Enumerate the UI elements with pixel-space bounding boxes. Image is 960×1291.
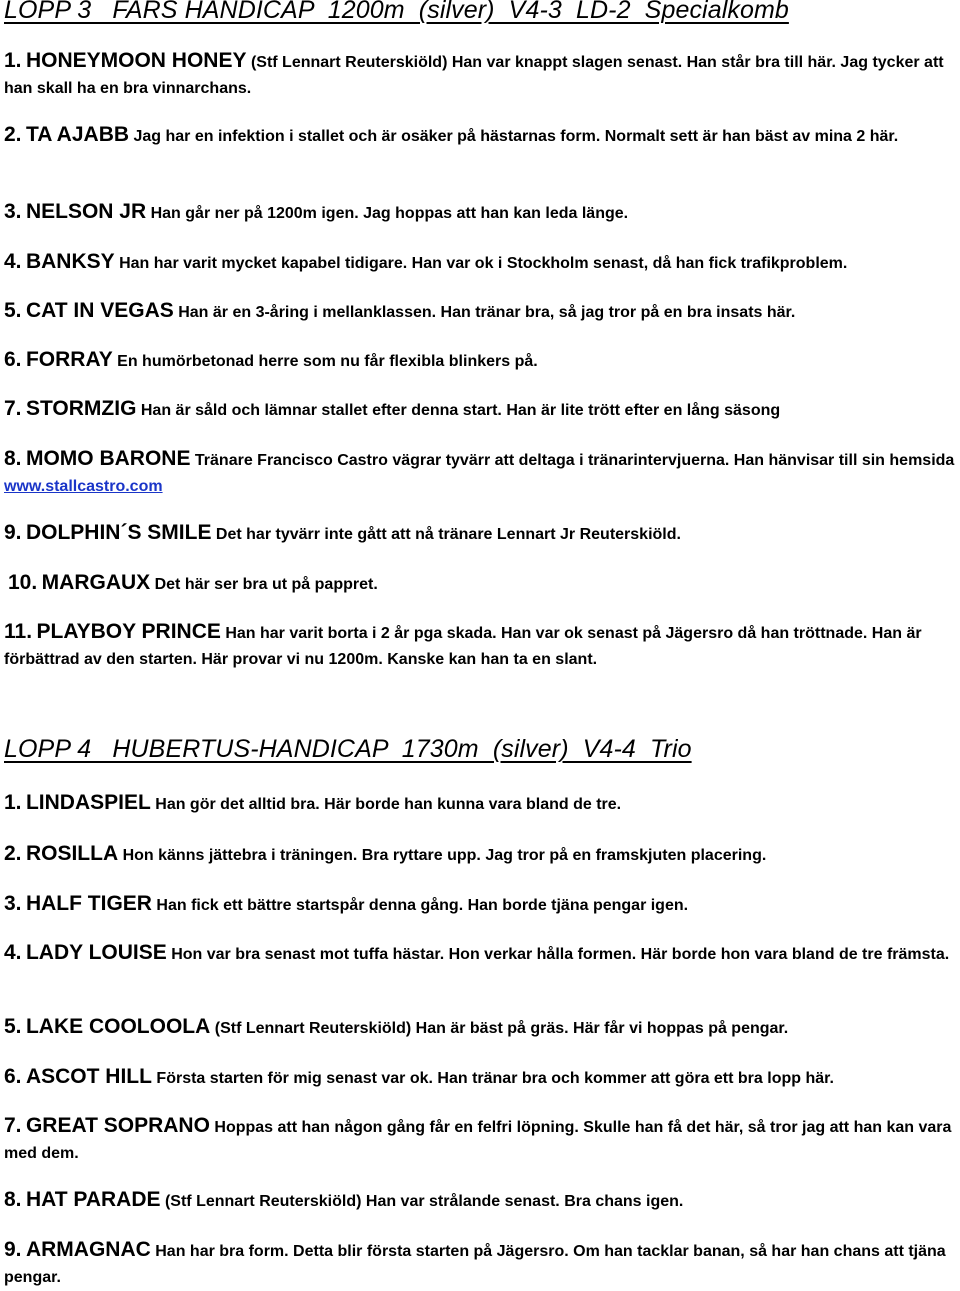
- entry-comment: Det här ser bra ut på pappret.: [150, 576, 378, 593]
- entry-comment: Det har tyvärr inte gått att nå tränare Lennart Jr Reuterskiöld.: [211, 526, 681, 543]
- entry-number: 9.: [4, 521, 22, 544]
- horse-name: MARGAUX: [41, 571, 151, 594]
- entry: [4, 1187, 958, 1215]
- entry-comment: Hoppas att han någon gång får en felfri löpning. Skulle han få det här, så tror jag att han kan vara med dem.: [4, 1119, 952, 1162]
- race-title: LOPP 4 HUBERTUS-HANDICAP 1730m (silver) V4-4 Trio: [4, 735, 692, 763]
- entry: [4, 298, 958, 326]
- entry-comment: (Stf Lennart Reuterskiöld) Han var knappt slagen senast. Han står bra till här. Jag tycker att han skall ha en bra vinnarchans.: [4, 54, 944, 97]
- entry-comment: Han har bra form. Detta blir första starten på Jägersro. Om han tacklar banan, så har han chans att tjäna pengar.: [4, 1243, 946, 1286]
- entry-comment: (Stf Lennart Reuterskiöld) Han är bäst på gräs. Här får vi hoppas på pengar.: [210, 1020, 789, 1037]
- entry-number: 8.: [4, 447, 22, 470]
- entry-comment: Han är såld och lämnar stallet efter denna start. Han är lite trött efter en lång säsong: [136, 402, 781, 419]
- entry: [4, 122, 958, 150]
- entry: [4, 520, 958, 548]
- horse-name: ASCOT HILL: [25, 1065, 152, 1088]
- entry: [8, 570, 960, 598]
- horse-name: PLAYBOY PRINCE: [36, 620, 221, 643]
- entry-number: 6.: [4, 1065, 22, 1088]
- entry: [4, 1237, 958, 1291]
- entry-number: 2.: [4, 842, 22, 865]
- entry-comment: Tränare Francisco Castro vägrar tyvärr att deltaga i tränarintervjuerna. Han hänvisar till sin hemsida: [190, 452, 955, 469]
- entry-number: 5.: [4, 299, 22, 322]
- entry: [4, 1064, 958, 1092]
- entry: [4, 891, 958, 919]
- horse-name: MOMO BARONE: [25, 447, 191, 470]
- entry-comment: Han gör det alltid bra. Här borde han kunna vara bland de tre.: [150, 796, 622, 813]
- horse-name: BANKSY: [25, 250, 115, 273]
- horse-name: FORRAY: [25, 348, 113, 371]
- entry-comment: Han har varit borta i 2 år pga skada. Han var ok senast på Jägersro då han tröttnade. Han är förbättrad av den starten. Här provar vi nu 1200m. Kanske kan han ta en slant.: [4, 625, 922, 668]
- horse-name: STORMZIG: [25, 397, 137, 420]
- entry-comment: Han fick ett bättre startspår denna gång. Han borde tjäna pengar igen.: [151, 897, 689, 914]
- entry-number: 10.: [8, 571, 38, 594]
- entry-comment: En humörbetonad herre som nu får flexibla blinkers på.: [112, 353, 538, 370]
- entry-comment: Han har varit mycket kapabel tidigare. Han var ok i Stockholm senast, då han fick trafikproblem.: [114, 255, 848, 272]
- entry-comment: Jag har en infektion i stallet och är osäker på hästarnas form. Normalt sett är han bäst av mina 2 här.: [129, 128, 899, 145]
- horse-name: NELSON JR: [25, 200, 147, 223]
- entry-comment: Han går ner på 1200m igen. Jag hoppas att han kan leda länge.: [146, 205, 629, 222]
- entry: [4, 396, 958, 424]
- entry: [4, 619, 958, 673]
- website-link[interactable]: www.stallcastro.com: [4, 478, 163, 495]
- entry: [4, 1113, 958, 1167]
- entry-number: 11.: [4, 620, 33, 643]
- horse-name: ROSILLA: [25, 842, 119, 865]
- horse-name: GREAT SOPRANO: [25, 1114, 210, 1137]
- entry: [4, 841, 958, 869]
- entry-number: 9.: [4, 1238, 22, 1261]
- entry-number: 7.: [4, 1114, 22, 1137]
- entry: [4, 790, 958, 818]
- entry-comment: Första starten för mig senast var ok. Han tränar bra och kommer att göra ett bra lopp här.: [151, 1070, 834, 1087]
- entry-comment: Hon känns jättebra i träningen. Bra ryttare upp. Jag tror på en framskjuten placering.: [118, 847, 767, 864]
- horse-name: HONEYMOON HONEY: [25, 49, 247, 72]
- horse-name: DOLPHIN´S SMILE: [25, 521, 212, 544]
- horse-name: ARMAGNAC: [25, 1238, 151, 1261]
- entry-number: 7.: [4, 397, 22, 420]
- entry: [4, 347, 958, 375]
- entry-number: 4.: [4, 941, 22, 964]
- horse-name: TA AJABB: [25, 123, 130, 146]
- entry-number: 1.: [4, 791, 22, 814]
- entry-number: 6.: [4, 348, 22, 371]
- horse-name: LADY LOUISE: [25, 941, 167, 964]
- entry-comment: (Stf Lennart Reuterskiöld) Han var strålande senast. Bra chans igen.: [160, 1193, 684, 1210]
- entry-number: 3.: [4, 200, 22, 223]
- entry: [4, 48, 958, 102]
- race-title: LOPP 3 FARS HANDICAP 1200m (silver) V4-3 LD-2 Specialkomb: [4, 0, 789, 24]
- entry: [4, 940, 958, 968]
- entry: [4, 199, 958, 227]
- entry-comment: Hon var bra senast mot tuffa hästar. Hon verkar hålla formen. Här borde hon vara bland de tre främsta.: [166, 946, 950, 963]
- horse-name: LINDASPIEL: [25, 791, 151, 814]
- entry-number: 1.: [4, 49, 22, 72]
- entry-number: 8.: [4, 1188, 22, 1211]
- entry: [4, 249, 958, 277]
- horse-name: HALF TIGER: [25, 892, 152, 915]
- entry: [4, 446, 958, 500]
- entry-number: 3.: [4, 892, 22, 915]
- entry-number: 5.: [4, 1015, 22, 1038]
- horse-name: CAT IN VEGAS: [25, 299, 174, 322]
- horse-name: LAKE COOLOOLA: [25, 1015, 211, 1038]
- entry-comment: Han är en 3-åring i mellanklassen. Han tränar bra, så jag tror på en bra insats här.: [173, 304, 796, 321]
- entry: [4, 1014, 958, 1042]
- entry-number: 4.: [4, 250, 22, 273]
- entry-number: 2.: [4, 123, 22, 146]
- horse-name: HAT PARADE: [25, 1188, 161, 1211]
